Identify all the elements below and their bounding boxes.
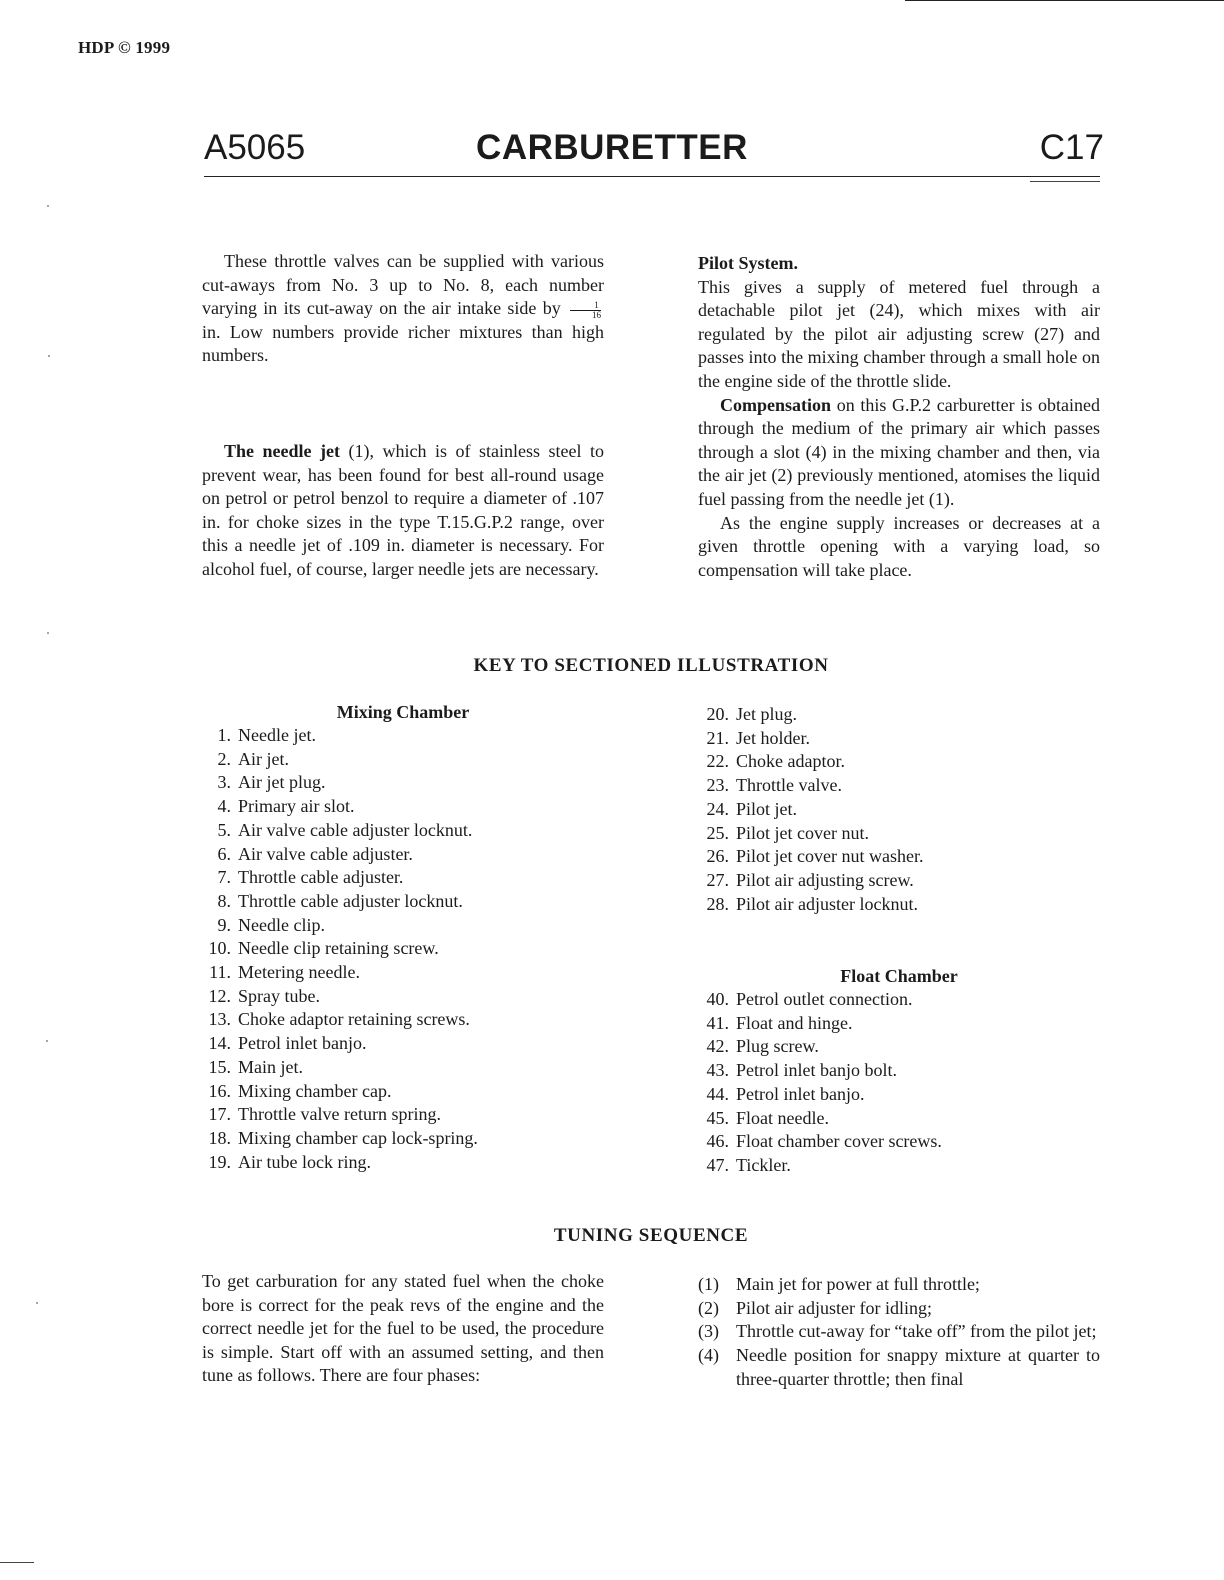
fraction-denominator: 16 bbox=[592, 309, 602, 320]
tuning-intro-text: To get carburation for any stated fuel when the choke bore is correct for the peak revs of the engine and the correct needle jet for the fuel to be used, the procedure is simple. Start off with an assumed setting, and then tune as follows. There are four phases: bbox=[202, 1271, 604, 1386]
item-number: 14. bbox=[208, 1033, 231, 1054]
item-text: Throttle cable adjuster. bbox=[238, 867, 404, 888]
item-text: Plug screw. bbox=[736, 1036, 819, 1057]
item-text: Spray tube. bbox=[238, 985, 320, 1006]
scan-speck bbox=[47, 205, 49, 207]
fraction-numerator: 1 bbox=[570, 301, 601, 311]
key-list-item bbox=[201, 843, 478, 867]
section-code: C17 bbox=[1039, 128, 1104, 167]
key-list-item bbox=[201, 1127, 478, 1151]
item-text: Throttle cut-away for “take off” from the pilot jet; bbox=[736, 1321, 1097, 1342]
item-number: 43. bbox=[706, 1060, 729, 1081]
key-list-item bbox=[201, 1080, 478, 1104]
document-title: CARBURETTER bbox=[476, 128, 748, 167]
item-number: 23. bbox=[706, 775, 729, 796]
item-text: Pilot air adjuster locknut. bbox=[736, 893, 918, 914]
item-number: 12. bbox=[208, 985, 231, 1006]
item-number: 2. bbox=[217, 748, 231, 769]
header-rule-short bbox=[1030, 181, 1100, 182]
key-list-item bbox=[201, 866, 478, 890]
item-number: 9. bbox=[217, 914, 231, 935]
key-list-item bbox=[699, 893, 923, 917]
item-number: 21. bbox=[706, 727, 729, 748]
item-number: 45. bbox=[706, 1107, 729, 1128]
scan-speck bbox=[36, 1302, 38, 1304]
key-list-item bbox=[201, 890, 478, 914]
needle-jet-paragraph bbox=[202, 440, 604, 582]
key-list-item bbox=[201, 1151, 478, 1175]
compensation-text: on this G.P.2 carburetter is obtained through the medium of the primary air which passes through a slot (4) in the mixing chamber and then, via the air jet (2) previously mentioned, atomises the liquid fuel passing from the needle jet (1). bbox=[698, 394, 1100, 509]
key-list-item bbox=[201, 937, 478, 961]
key-list-item bbox=[201, 819, 478, 843]
key-list-item bbox=[699, 1012, 942, 1036]
key-list-item bbox=[699, 869, 923, 893]
key-list-item bbox=[699, 703, 923, 727]
item-text: Float needle. bbox=[736, 1107, 829, 1128]
item-text: Air jet plug. bbox=[238, 772, 326, 793]
item-number: 22. bbox=[706, 751, 729, 772]
item-text: Main jet for power at full throttle; bbox=[736, 1274, 980, 1294]
tuning-step bbox=[698, 1273, 1100, 1297]
item-text: Mixing chamber cap. bbox=[238, 1080, 392, 1101]
key-list-item bbox=[699, 1059, 942, 1083]
key-list-item bbox=[201, 914, 478, 938]
item-number: 28. bbox=[706, 893, 729, 914]
scan-speck bbox=[48, 355, 50, 357]
item-text: Petrol inlet banjo bolt. bbox=[736, 1060, 897, 1081]
copyright-stamp: HDP © 1999 bbox=[78, 38, 171, 57]
item-text: Float and hinge. bbox=[736, 1012, 853, 1033]
item-number: (1) bbox=[698, 1274, 719, 1294]
item-text: Jet holder. bbox=[736, 727, 810, 748]
item-number: 42. bbox=[706, 1036, 729, 1057]
fraction-sixteenth bbox=[570, 301, 601, 320]
item-text: Float chamber cover screws. bbox=[736, 1131, 942, 1152]
key-list-item bbox=[699, 774, 923, 798]
key-list-item bbox=[201, 771, 478, 795]
mixing-chamber-list bbox=[201, 724, 478, 1174]
item-text: Air valve cable adjuster. bbox=[238, 843, 413, 864]
key-list-item bbox=[699, 1154, 942, 1178]
item-text: Choke adaptor. bbox=[736, 751, 845, 772]
item-text: Choke adaptor retaining screws. bbox=[238, 1009, 470, 1030]
key-list-item bbox=[201, 985, 478, 1009]
item-text: Throttle valve. bbox=[736, 775, 842, 796]
item-text: Throttle cable adjuster locknut. bbox=[238, 890, 463, 911]
item-text: Pilot jet cover nut. bbox=[736, 822, 869, 843]
bottom-edge-mark bbox=[0, 1562, 34, 1563]
tuning-heading: TUNING SEQUENCE bbox=[553, 1225, 749, 1246]
item-number: 19. bbox=[208, 1151, 231, 1172]
tuning-step bbox=[698, 1344, 1100, 1391]
item-text: Air tube lock ring. bbox=[238, 1151, 371, 1172]
key-list-item bbox=[699, 1035, 942, 1059]
key-list-item bbox=[201, 961, 478, 985]
item-text: Needle position for snappy mixture at quarter to three-quarter throttle; then final bbox=[736, 1345, 1100, 1389]
key-list-item bbox=[699, 822, 923, 846]
key-list-item bbox=[201, 795, 478, 819]
item-text: Pilot jet. bbox=[736, 798, 798, 819]
item-text: Petrol inlet banjo. bbox=[238, 1033, 367, 1054]
tuning-steps-list bbox=[698, 1273, 1100, 1392]
tuning-intro-paragraph bbox=[202, 1270, 604, 1388]
item-number: 47. bbox=[706, 1154, 729, 1175]
compensation-term: Compensation bbox=[720, 394, 832, 415]
throttle-valves-paragraph bbox=[202, 250, 604, 368]
throttle-text-before: These throttle valves can be supplied with various cut-aways from No. 3 up to No. 8, each number varying in its cut-away on the air intake side by bbox=[202, 251, 604, 319]
key-list-item bbox=[699, 845, 923, 869]
tuning-step bbox=[698, 1320, 1100, 1344]
item-text: Main jet. bbox=[238, 1056, 303, 1077]
item-text: Mixing chamber cap lock-spring. bbox=[238, 1127, 478, 1148]
item-number: 26. bbox=[706, 846, 729, 867]
item-text: Metering needle. bbox=[238, 962, 360, 983]
item-number: 20. bbox=[706, 704, 729, 724]
key-list-item bbox=[201, 1008, 478, 1032]
item-text: Petrol inlet banjo. bbox=[736, 1083, 865, 1104]
item-number: 5. bbox=[217, 819, 231, 840]
key-list-item bbox=[699, 988, 942, 1012]
document-code: A5065 bbox=[204, 128, 306, 167]
item-text: Primary air slot. bbox=[238, 796, 355, 817]
throttle-text-after: in. Low numbers provide richer mixtures than high numbers. bbox=[202, 321, 604, 366]
item-number: 24. bbox=[706, 798, 729, 819]
item-text: Pilot jet cover nut washer. bbox=[736, 846, 924, 867]
top-edge-rule bbox=[905, 0, 1224, 1]
needle-jet-text: (1), which is of stainless steel to prevent wear, has been found for best all-round usage on petrol or petrol benzol to require a diameter of .107 in. for choke sizes in the type T.15.G.P.2 range, over this a needle jet of .109 in. diameter is necessary. For alcohol fuel, of course, larger needle jets are necessary. bbox=[202, 441, 604, 579]
item-number: 10. bbox=[208, 938, 231, 959]
item-text: Needle jet. bbox=[238, 725, 316, 745]
item-number: (4) bbox=[698, 1345, 719, 1366]
item-number: (2) bbox=[698, 1297, 719, 1318]
key-list-item bbox=[201, 1056, 478, 1080]
pilot-system-text: This gives a supply of metered fuel through a detachable pilot jet (24), which mixes with air regulated by the pilot air adjusting screw (27) and passes into the mixing chamber through a small hole on the engine side of the throttle slide. bbox=[698, 276, 1100, 391]
item-number: 46. bbox=[706, 1131, 729, 1152]
item-number: 13. bbox=[208, 1009, 231, 1030]
item-text: Jet plug. bbox=[736, 704, 797, 724]
item-text: Air jet. bbox=[238, 748, 289, 769]
item-number: 8. bbox=[217, 890, 231, 911]
item-number: 25. bbox=[706, 822, 729, 843]
key-list-item bbox=[201, 1103, 478, 1127]
mixing-chamber-heading: Mixing Chamber bbox=[336, 702, 470, 722]
item-number: (3) bbox=[698, 1321, 719, 1342]
item-number: 11. bbox=[209, 962, 231, 983]
item-text: Tickler. bbox=[736, 1154, 791, 1175]
key-list-item bbox=[699, 1130, 942, 1154]
key-list-item bbox=[699, 1083, 942, 1107]
parts-list-20-28 bbox=[699, 703, 923, 916]
item-number: 4. bbox=[217, 796, 231, 817]
header-rule bbox=[204, 176, 1100, 177]
item-text: Needle clip retaining screw. bbox=[238, 938, 439, 959]
item-number: 41. bbox=[706, 1012, 729, 1033]
item-text: Air valve cable adjuster locknut. bbox=[238, 819, 473, 840]
item-number: 44. bbox=[706, 1083, 729, 1104]
item-number: 27. bbox=[706, 869, 729, 890]
key-list-item bbox=[201, 724, 478, 748]
item-number: 18. bbox=[208, 1127, 231, 1148]
pilot-system-heading: Pilot System. bbox=[698, 253, 798, 273]
item-text: Throttle valve return spring. bbox=[238, 1104, 441, 1125]
item-number: 40. bbox=[706, 989, 729, 1009]
key-list-item bbox=[699, 798, 923, 822]
pilot-system-section bbox=[698, 252, 1100, 582]
item-number: 16. bbox=[208, 1080, 231, 1101]
item-text: Needle clip. bbox=[238, 914, 325, 935]
key-list-item bbox=[699, 1107, 942, 1131]
float-chamber-heading: Float Chamber bbox=[840, 966, 958, 986]
key-list-item bbox=[699, 750, 923, 774]
item-number: 3. bbox=[217, 772, 231, 793]
item-text: Petrol outlet connection. bbox=[736, 989, 913, 1009]
item-number: 7. bbox=[217, 867, 231, 888]
engine-supply-text: As the engine supply increases or decreases at a given throttle opening with a varying load, so compensation will take place. bbox=[698, 512, 1100, 580]
needle-jet-term: The needle jet bbox=[224, 441, 340, 461]
float-chamber-list bbox=[699, 988, 942, 1178]
key-heading: KEY TO SECTIONED ILLUSTRATION bbox=[473, 655, 829, 676]
item-text: Pilot air adjuster for idling; bbox=[736, 1297, 932, 1318]
key-list-item bbox=[201, 1032, 478, 1056]
item-number: 6. bbox=[217, 843, 231, 864]
key-list-item bbox=[699, 727, 923, 751]
tuning-step bbox=[698, 1297, 1100, 1321]
item-text: Pilot air adjusting screw. bbox=[736, 869, 914, 890]
item-number: 1. bbox=[217, 725, 231, 745]
item-number: 15. bbox=[208, 1056, 231, 1077]
scan-speck bbox=[47, 632, 49, 634]
key-list-item bbox=[201, 748, 478, 772]
scan-speck bbox=[46, 1040, 48, 1042]
item-number: 17. bbox=[208, 1104, 231, 1125]
